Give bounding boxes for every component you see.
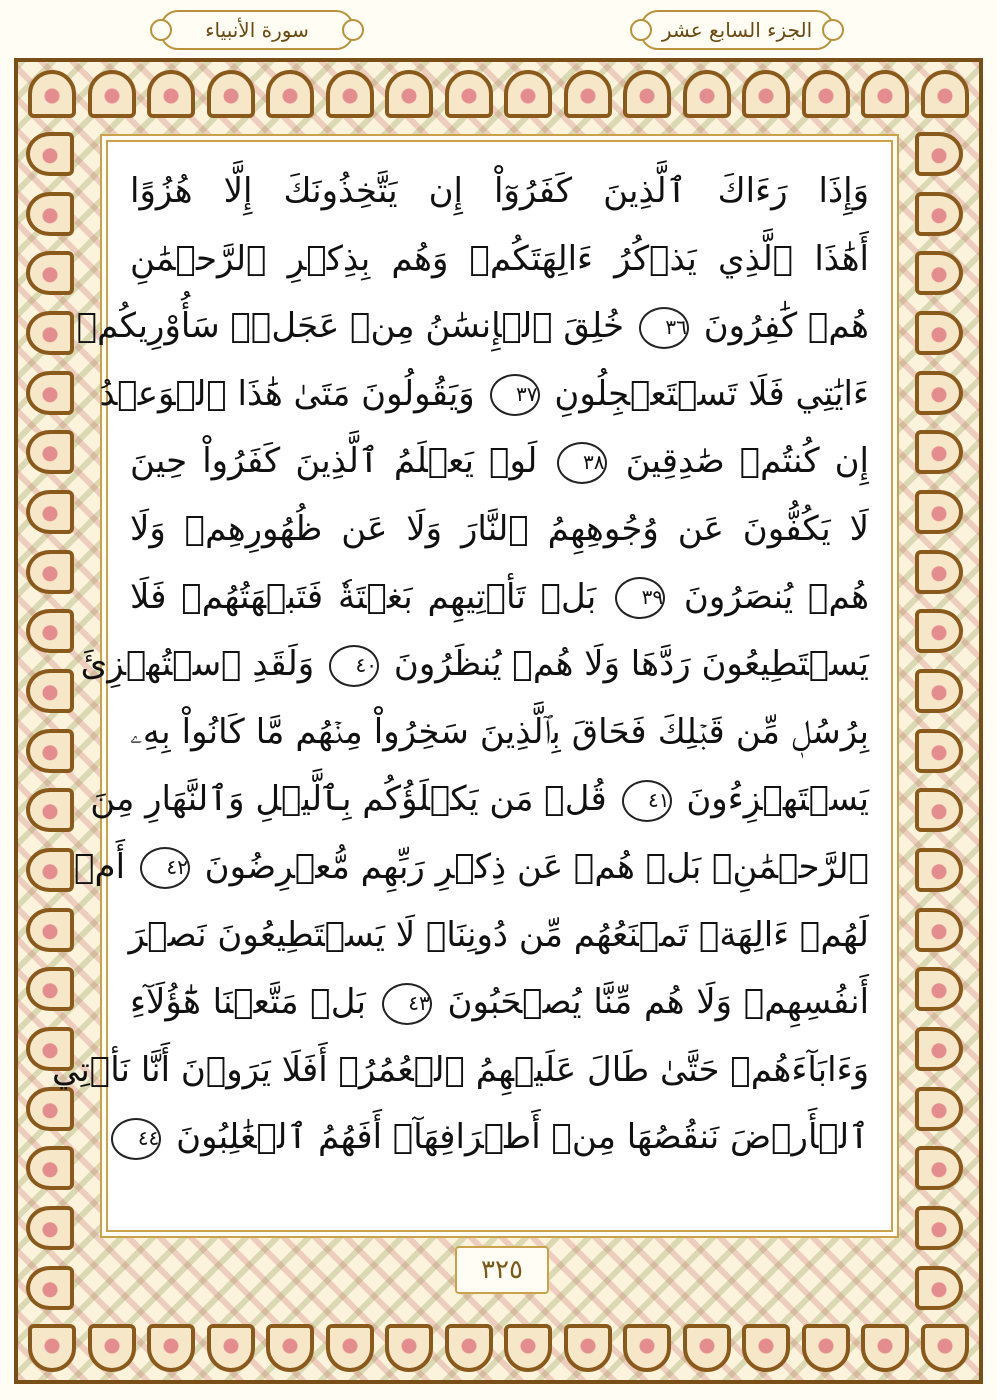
arch-ornament — [504, 70, 552, 118]
verse-text: قُلۡ مَن يَكۡلَؤُكُم بِٱلَّيۡلِ وَٱلنَّهَارِ مِنَ — [90, 779, 607, 820]
verse-text: ٱلرَّحۡمَٰنِۗ بَلۡ هُمۡ عَن ذِكۡرِ رَبِّهِم مُّعۡرِضُونَ — [204, 846, 869, 887]
verse-text: وَيَقُولُونَ مَتَىٰ هَٰذَا ٱلۡوَعۡدُ — [99, 373, 475, 414]
arch-ornament — [921, 1324, 969, 1372]
arch-ornament — [26, 550, 74, 594]
arch-ornament — [915, 729, 963, 773]
verse-line — [130, 158, 869, 226]
verse-line — [80, 631, 869, 699]
ayah-number-37: ٣٧ — [490, 374, 540, 416]
arch-ornament — [861, 1324, 909, 1372]
arch-ornament — [742, 1324, 790, 1372]
arch-ornament — [915, 490, 963, 534]
verse-line — [130, 226, 869, 294]
verse-text: لَوۡ يَعۡلَمُ ٱلَّذِينَ كَفَرُواْ حِينَ — [130, 441, 538, 482]
verse-line — [76, 293, 869, 361]
arch-ornament — [802, 1324, 850, 1372]
verse-text: لَا يَكُفُّونَ عَن وُجُوهِهِمُ ٱلنَّارَ وَلَا عَن ظُهُورِهِمۡ وَلَا — [130, 508, 869, 549]
verse-line — [90, 766, 869, 834]
arch-ornament — [26, 490, 74, 534]
arch-ornament — [28, 70, 76, 118]
arch-ornament — [88, 1324, 136, 1372]
verse-line — [130, 564, 869, 632]
verse-line — [130, 1104, 869, 1172]
border-arches-bottom — [28, 1316, 969, 1372]
arch-ornament — [26, 848, 74, 892]
arch-ornament — [207, 70, 255, 118]
arch-ornament — [26, 1206, 74, 1250]
arch-ornament — [445, 1324, 493, 1372]
verse-line — [99, 361, 869, 429]
verse-line — [51, 1037, 869, 1105]
verse-text: يَسۡتَطِيعُونَ رَدَّهَا وَلَا هُمۡ يُنظَرُونَ — [393, 644, 869, 685]
ayah-number-38: ٣٨ — [557, 442, 607, 484]
verse-text: ءَايَٰتِي فَلَا تَسۡتَعۡجِلُونِ — [554, 373, 869, 414]
arch-ornament — [26, 192, 74, 236]
verse-text: أَمۡ — [74, 846, 126, 887]
border-arches-top — [28, 70, 969, 126]
arch-ornament — [266, 70, 314, 118]
border-arches-left — [26, 132, 82, 1310]
arch-ornament — [915, 1027, 963, 1071]
ayah-number-42: ٤٢ — [140, 847, 190, 889]
ayah-number-44: ٤٤ — [111, 1118, 161, 1160]
surah-name: سورة الأنبياء — [205, 18, 309, 42]
arch-ornament — [26, 430, 74, 474]
arch-ornament — [207, 1324, 255, 1372]
arch-ornament — [266, 1324, 314, 1372]
ayah-number-40: ٤٠ — [329, 645, 379, 687]
arch-ornament — [921, 70, 969, 118]
verse-text: خُلِقَ ٱلۡإِنسَٰنُ مِنۡ عَجَلٖۚ سَأُوْرِيكُمۡ — [76, 306, 625, 347]
juz-name-badge — [640, 10, 834, 50]
verse-line — [130, 969, 869, 1037]
arch-ornament — [326, 70, 374, 118]
verse-line — [130, 496, 869, 564]
arch-ornament — [88, 70, 136, 118]
arch-ornament — [915, 1206, 963, 1250]
arch-ornament — [915, 848, 963, 892]
ayah-number-36: ٣٦ — [639, 307, 689, 349]
verse-text: وَإِذَا رَءَاكَ ٱلَّذِينَ كَفَرُوٓاْ إِن يَتَّخِذُونَكَ إِلَّا هُزُوًا — [130, 171, 869, 211]
ayah-number-43: ٤٣ — [382, 983, 432, 1025]
arch-ornament — [26, 132, 74, 176]
arch-ornament — [26, 371, 74, 415]
arch-ornament — [623, 1324, 671, 1372]
quran-text-panel — [51, 140, 893, 1232]
arch-ornament — [504, 1324, 552, 1372]
verse-line — [74, 834, 869, 902]
arch-ornament — [915, 192, 963, 236]
arch-ornament — [26, 251, 74, 295]
arch-ornament — [28, 1324, 76, 1372]
arch-ornament — [26, 908, 74, 952]
arch-ornament — [915, 311, 963, 355]
arch-ornament — [915, 550, 963, 594]
arch-ornament — [26, 729, 74, 773]
verse-text: أَنفُسِهِمۡ وَلَا هُم مِّنَّا يُصۡحَبُونَ — [447, 982, 870, 1023]
arch-ornament — [915, 371, 963, 415]
arch-ornament — [915, 669, 963, 713]
verse-text: هُمۡ يُنصَرُونَ — [683, 576, 870, 617]
verse-line — [130, 428, 869, 496]
verse-text: لَهُمۡ ءَالِهَةٞ تَمۡنَعُهُم مِّن دُونِنَاۚ لَا يَسۡتَطِيعُونَ نَصۡرَ — [128, 914, 869, 955]
arch-ornament — [915, 908, 963, 952]
arch-ornament — [26, 967, 74, 1011]
juz-name: الجزء السابع عشر — [661, 18, 813, 42]
arch-ornament — [147, 70, 195, 118]
arch-ornament — [915, 251, 963, 295]
arch-ornament — [915, 1146, 963, 1190]
arch-ornament — [564, 70, 612, 118]
verse-text: بِرُسُلٖ مِّن قَبۡلِكَ فَحَاقَ بِٱلَّذِينَ سَخِرُواْ مِنۡهُم مَّا كَانُواْ بِهِۦ — [130, 711, 869, 752]
ayah-number-41: ٤١ — [622, 780, 672, 822]
verse-text: هُمۡ كَٰفِرُونَ — [703, 306, 869, 347]
arch-ornament — [26, 669, 74, 713]
arch-ornament — [802, 70, 850, 118]
verse-text: وَءَابَآءَهُمۡ حَتَّىٰ طَالَ عَلَيۡهِمُ ٱلۡعُمُرُۗ أَفَلَا يَرَوۡنَ أَنَّا نَأۡتِي — [51, 1049, 869, 1090]
verse-text: إِن كُنتُمۡ صَٰدِقِينَ — [625, 441, 869, 482]
border-arches-right — [915, 132, 971, 1310]
arch-ornament — [385, 1324, 433, 1372]
arch-ornament — [915, 1266, 963, 1310]
verse-text: بَلۡ تَأۡتِيهِم بَغۡتَةٗ فَتَبۡهَتُهُمۡ فَلَا — [130, 576, 597, 617]
verse-text: وَلَقَدِ ٱسۡتُهۡزِئَ — [80, 644, 315, 685]
arch-ornament — [683, 1324, 731, 1372]
arch-ornament — [26, 609, 74, 653]
verse-text: يَسۡتَهۡزِءُونَ — [686, 779, 869, 820]
arch-ornament — [915, 967, 963, 1011]
arch-ornament — [26, 1146, 74, 1190]
arch-ornament — [26, 311, 74, 355]
page-number: ٣٢٥ — [481, 1255, 523, 1285]
arch-ornament — [445, 70, 493, 118]
arch-ornament — [326, 1324, 374, 1372]
verse-text: بَلۡ مَتَّعۡنَا هَٰٓؤُلَآءِ — [130, 982, 366, 1023]
arch-ornament — [915, 430, 963, 474]
arch-ornament — [623, 70, 671, 118]
arch-ornament — [915, 1087, 963, 1131]
verse-text: ٱلۡأَرۡضَ نَنقُصُهَا مِنۡ أَطۡرَافِهَآۚ أَفَهُمُ ٱلۡغَٰلِبُونَ — [176, 1117, 869, 1158]
surah-name-badge — [160, 10, 354, 50]
verse-line — [130, 699, 869, 767]
arch-ornament — [147, 1324, 195, 1372]
page-number-badge — [455, 1246, 549, 1294]
arch-ornament — [385, 70, 433, 118]
verse-text: أَهَٰذَا ٱلَّذِي يَذۡكُرُ ءَالِهَتَكُمۡ وَهُم بِذِكۡرِ ٱلرَّحۡمَٰنِ — [130, 238, 869, 279]
arch-ornament — [564, 1324, 612, 1372]
ayah-number-39: ٣٩ — [615, 577, 665, 619]
verse-line — [130, 902, 869, 970]
arch-ornament — [26, 1266, 74, 1310]
arch-ornament — [742, 70, 790, 118]
arch-ornament — [915, 132, 963, 176]
arch-ornament — [683, 70, 731, 118]
arch-ornament — [26, 788, 74, 832]
arch-ornament — [915, 609, 963, 653]
arch-ornament — [915, 788, 963, 832]
arch-ornament — [861, 70, 909, 118]
